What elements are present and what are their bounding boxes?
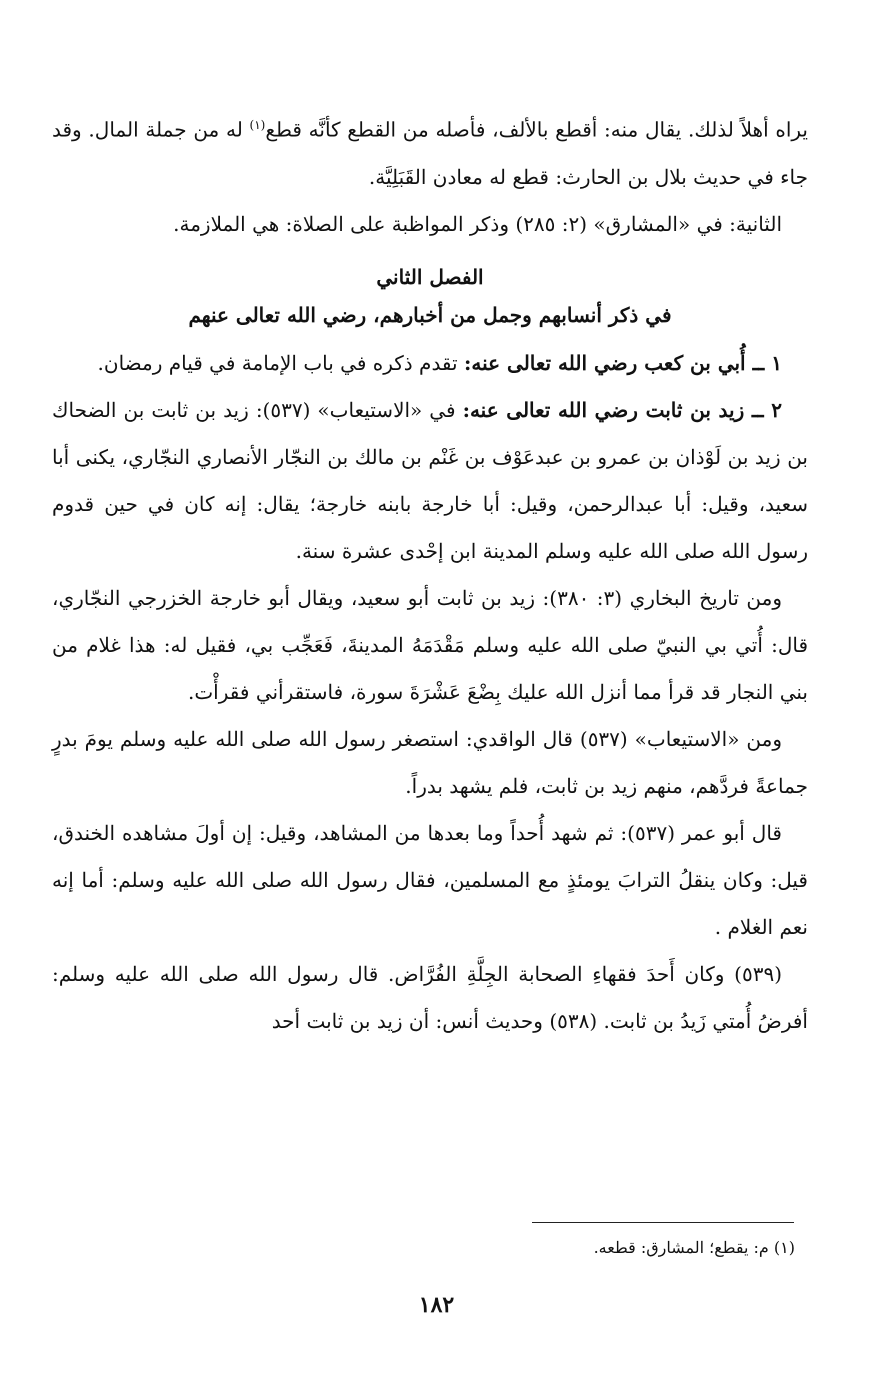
footnote-marker: (١) bbox=[249, 118, 266, 132]
line-text: يراه أهلاً لذلك. يقال منه: أقطع بالألف، فأصله من القطع كأنَّه قطع bbox=[265, 117, 808, 142]
entry-zayd bbox=[52, 387, 808, 575]
paragraph-second: الثانية: في «المشارق» (٢: ٢٨٥) وذكر المواظبة على الصلاة: هي الملازمة. bbox=[173, 211, 782, 236]
entry-text: تقدم ذكره في باب الإمامة في قيام رمضان. bbox=[97, 350, 458, 375]
line-text: له من bbox=[193, 117, 243, 142]
entry-heading: ٢ ــ زيد بن ثابت رضي الله تعالى عنه: bbox=[462, 397, 782, 422]
main-text bbox=[52, 102, 808, 1045]
paragraph-bukhari: ومن تاريخ البخاري (٣: ٣٨٠): زيد بن ثابت أبو سعيد، ويقال أبو خارجة الخزرجي النجّاري، قال: أُتي بي النبيّ صلى الله عليه وسلم مَقْدَمَهُ المدينةَ، فَعَجِّب بي، فقيل له: هذا غلام من بني النجار قد قرأ مما أنزل الله عليك بِضْعَ عَشْرَةَ سورة، فاستقرأني فقرأْت. bbox=[52, 585, 808, 704]
paragraph-abu-umar: قال أبو عمر (٥٣٧): ثم شهد أُحداً وما بعدها من المشاهد، وقيل: إن أولَ مشاهده الخندق، قيل: وكان ينقلُ الترابَ يومئذٍ مع المسلمين، فقال رسول الله صلى الله عليه وسلم: أما إنه نعم الغلام . bbox=[52, 820, 808, 939]
paragraph-continuation bbox=[52, 102, 808, 201]
entry-ubayy bbox=[52, 340, 808, 387]
paragraph-faraid: (٥٣٩) وكان أَحدَ فقهاءِ الصحابة الجِلَّةِ الفُرَّاض. قال رسول الله صلى الله عليه وسلم: أفرضُ أُمتي زَيدُ بن ثابت. (٥٣٨) وحديث أنس: أن زيد بن ثابت أحد bbox=[52, 961, 808, 1033]
line-text: جملة المال. وقد جاء في حديث بلال بن الحارث: قطع له معادن القَبَلِيَّة. bbox=[52, 117, 808, 189]
chapter-subtitle: في ذكر أنسابهم وجمل من أخبارهم، رضي الله تعالى عنهم bbox=[188, 302, 672, 327]
footnote: (١) م: يقطع؛ المشارق: قطعه. bbox=[593, 1238, 795, 1257]
footnote-divider bbox=[532, 1222, 794, 1223]
paragraph-waqidi: ومن «الاستيعاب» (٥٣٧) قال الواقدي: استصغر رسول الله صلى الله عليه وسلم يومَ بدرٍ جماعةً فردَّهم، منهم زيد بن ثابت، فلم يشهد بدراً. bbox=[52, 726, 808, 798]
page-number: ١٨٢ bbox=[418, 1292, 455, 1318]
entry-text: في «الاستيعاب» (٥٣٧): زيد بن ثابت بن الضحاك بن زيد بن لَوْذان بن عمرو بن عبدعَوْف بن غَنْم بن مالك بن النجّار الأنصاري النجّاري، يكنى أبا سعيد، وقيل: أبا عبدالرحمن، وقيل: أبا خارجة بابنه خارجة؛ يقال: إنه كان في حين قدوم رسول الله صلى الله عليه وسلم المدينة ابن إحْدى عشرة سنة. bbox=[52, 397, 808, 563]
entry-heading: ١ ــ أُبي بن كعب رضي الله تعالى عنه: bbox=[463, 350, 782, 375]
chapter-title: الفصل الثاني bbox=[376, 264, 484, 289]
